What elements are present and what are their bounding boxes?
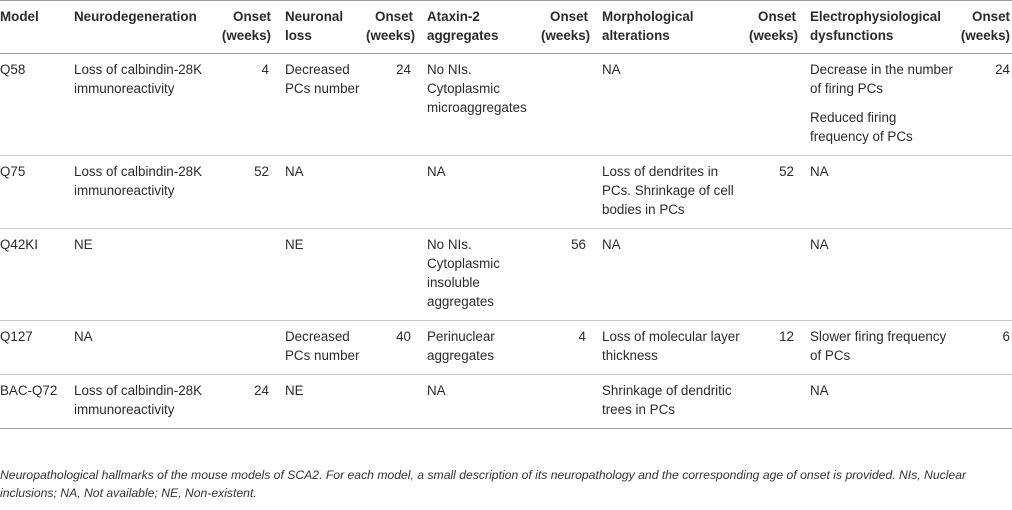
cell-morphological: Shrinkage of dendritic trees in PCs xyxy=(602,383,732,417)
cell-electrophysiological-line-1: Decrease in the number of firing PCs xyxy=(810,62,953,96)
cell-onset-2 xyxy=(366,375,419,429)
cell-onset-3: 56 xyxy=(571,237,586,252)
cell-onset-3 xyxy=(541,375,594,429)
cell-morphological: Loss of molecular layer thickness xyxy=(602,329,740,363)
cell-ataxin-aggregates: Perinuclear aggregates xyxy=(427,329,495,363)
cell-neurodegeneration: Loss of calbindin-28K immunoreactivity xyxy=(74,62,203,96)
cell-electrophysiological: NA xyxy=(810,237,829,252)
header-neuronal-loss: Neuronal loss xyxy=(285,9,344,43)
header-onset-3: Onset (weeks) xyxy=(541,9,591,43)
cell-model: Q58 xyxy=(0,62,26,77)
cell-onset-5 xyxy=(955,156,1012,229)
cell-onset-4 xyxy=(749,54,802,156)
cell-electrophysiological-line-2: Reduced firing frequency of PCs xyxy=(810,110,913,144)
cell-ataxin-aggregates: No NIs. Cytoplasmic insoluble aggregates xyxy=(427,237,500,309)
header-onset-5: Onset (weeks) xyxy=(960,9,1010,43)
cell-onset-5: 6 xyxy=(1002,329,1010,344)
header-morphological: Morphological alterations xyxy=(602,9,694,43)
table-row xyxy=(0,54,1012,156)
cell-onset-1: 24 xyxy=(254,383,269,398)
cell-onset-5 xyxy=(955,375,1012,429)
cell-onset-5: 24 xyxy=(995,62,1010,77)
table-row xyxy=(0,321,1012,375)
cell-onset-4 xyxy=(749,375,802,429)
cell-onset-4: 52 xyxy=(779,164,794,179)
cell-onset-1: 4 xyxy=(261,62,269,77)
cell-model: Q42KI xyxy=(0,237,38,252)
cell-neurodegeneration: Loss of calbindin-28K immunoreactivity xyxy=(74,164,203,198)
cell-electrophysiological xyxy=(802,54,955,156)
cell-ataxin-aggregates: NA xyxy=(427,164,446,179)
cell-onset-1: 52 xyxy=(254,164,269,179)
cell-neuronal-loss: Decreased PCs number xyxy=(285,62,360,96)
cell-onset-4 xyxy=(749,229,802,321)
cell-onset-3 xyxy=(541,156,594,229)
cell-electrophysiological: Slower firing frequency of PCs xyxy=(810,329,947,363)
table-row xyxy=(0,156,1012,229)
cell-model: BAC-Q72 xyxy=(0,383,58,398)
cell-neurodegeneration: Loss of calbindin-28K immunoreactivity xyxy=(74,383,203,417)
header-electrophysiological: Electrophysiological dysfunctions xyxy=(810,9,941,43)
table-header xyxy=(0,1,1012,54)
cell-onset-2 xyxy=(366,229,419,321)
cell-onset-3 xyxy=(541,54,594,156)
table-row xyxy=(0,229,1012,321)
cell-neuronal-loss: NE xyxy=(285,237,304,252)
cell-ataxin-aggregates: NA xyxy=(427,383,446,398)
cell-neurodegeneration: NE xyxy=(74,237,93,252)
table-body xyxy=(0,54,1012,429)
cell-onset-2 xyxy=(366,156,419,229)
cell-morphological: NA xyxy=(602,237,621,252)
cell-onset-4: 12 xyxy=(779,329,794,344)
cell-electrophysiological: NA xyxy=(810,383,829,398)
header-onset-1: Onset (weeks) xyxy=(221,9,271,43)
cell-morphological: Loss of dendrites in PCs. Shrinkage of cell bodies in PCs xyxy=(602,164,734,217)
header-row xyxy=(0,1,1012,54)
cell-ataxin-aggregates: No NIs. Cytoplasmic microaggregates xyxy=(427,62,527,115)
cell-neuronal-loss: NE xyxy=(285,383,304,398)
cell-onset-5 xyxy=(955,229,1012,321)
cell-model: Q75 xyxy=(0,164,26,179)
header-ataxin-aggregates: Ataxin-2 aggregates xyxy=(427,9,499,43)
table-caption: Neuropathological hallmarks of the mouse models of SCA2. For each model, a small description of its neuropathology and the corresponding age of onset is provided. NIs, Nuclear inclusions; NA, Not available; NE, Non-existent. xyxy=(0,468,967,500)
cell-neuronal-loss: Decreased PCs number xyxy=(285,329,360,363)
header-neurodegeneration: Neurodegeneration xyxy=(74,9,197,24)
cell-neurodegeneration: NA xyxy=(74,329,93,344)
header-onset-4: Onset (weeks) xyxy=(749,9,799,43)
cell-onset-1 xyxy=(216,229,277,321)
cell-onset-2: 40 xyxy=(396,329,411,344)
header-model: Model xyxy=(0,9,39,24)
cell-onset-1 xyxy=(216,321,277,375)
cell-onset-2: 24 xyxy=(396,62,411,77)
cell-electrophysiological: NA xyxy=(810,164,829,179)
cell-morphological: NA xyxy=(602,62,621,77)
cell-model: Q127 xyxy=(0,329,33,344)
cell-neuronal-loss: NA xyxy=(285,164,304,179)
header-onset-2: Onset (weeks) xyxy=(366,9,416,43)
cell-onset-3: 4 xyxy=(578,329,586,344)
table-row xyxy=(0,375,1012,429)
